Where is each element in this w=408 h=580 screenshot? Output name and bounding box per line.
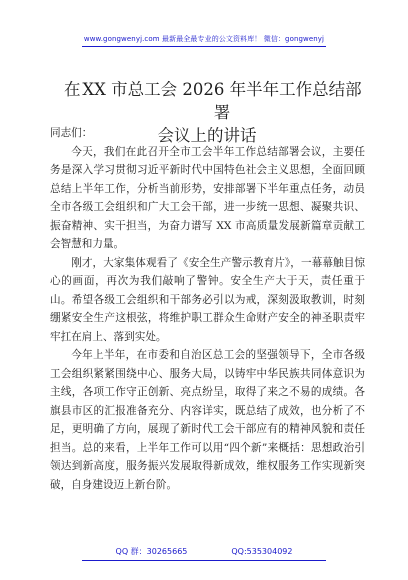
footer-qq-group: QQ 群：30265665	[115, 547, 188, 556]
paragraph-3: 今年上半年，在市委和自治区总工会的坚强领导下，全市各级工会组织紧紧围绕中心、服务大局，以铸牢中华民族共同体意识为主线，各项工作守正创新、亮点纷呈，取得了来之不易的成绩。各旗县市区的汇报准备充分、内容详实，既总结了成效，也分析了不足，更明确了方向，展现了新时代工会干部应有的精神风貌和责任担当。总的来看，上半年工作可以用“四个新”来概括：思想政治引领达到新高度，服务振兴发展取得新成效，维权服务工作实现新突破，自身建设迈上新台阶。	[50, 349, 365, 491]
footer-qq: QQ:535304092	[231, 547, 293, 556]
title-line-2: 会议上的讲话	[157, 126, 257, 145]
document-body	[50, 124, 365, 494]
header-banner: www.gongwenyj.com 最新最全最专业的公文资料库！ 微信：gongwenyj	[83, 35, 325, 43]
paragraph-2: 刚才，大家集体观看了《安全生产警示教育片》，一幕幕触目惊心的画面，再次为我们敲响了警钟。安全生产大于天，责任重于山。希望各级工会组织和干部务必引以为戒，深刻汲取教训，时刻绷紧安全生产这根弦，将维护职工群众生命财产安全的神圣职责牢牢扛在肩上、落到实处。	[50, 256, 365, 343]
title-line-1: XX 市总工会 2026 年半年工作总结部署	[82, 80, 362, 122]
greeting: 同志们：	[50, 127, 93, 139]
title-prefix: 在	[64, 80, 81, 99]
paragraph-1: 今天，我们在此召开全市工会半年工作总结部署会议，主要任务是深入学习贯彻习近平新时代中国特色社会主义思想，全面回顾总结上半年工作，分析当前形势，安排部署下半年重点任务，动员全市各级工会组织和广大工会干部，进一步统一思想、凝聚共识、振奋精神、实干担当，为奋力谱写 XX 市高质量发展新篇章贡献工会智慧和力量。	[50, 145, 365, 250]
header-divider	[82, 46, 326, 47]
footer-divider	[82, 560, 326, 561]
footer-contact	[0, 546, 408, 557]
